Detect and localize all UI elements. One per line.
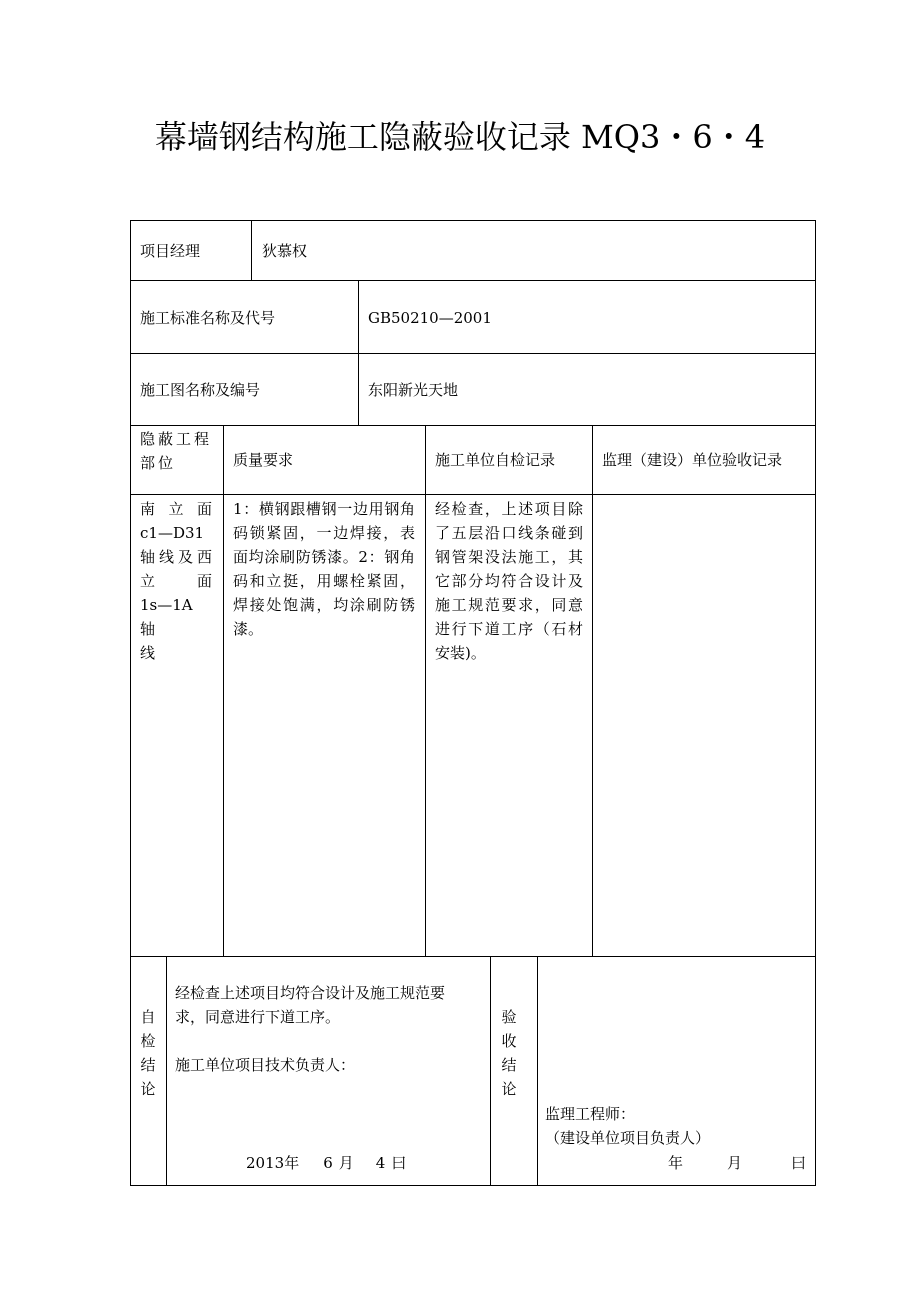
- col-divider: [166, 956, 167, 1185]
- selfcheck-text: [435, 497, 583, 665]
- selfcheck-line: 施工规范要求，同意: [435, 596, 583, 614]
- conclusion-line: 经检查上述项目均符合设计及施工规范要: [175, 984, 446, 1002]
- header-selfcheck: 施工单位自检记录: [435, 451, 556, 469]
- col-divider: [425, 425, 426, 956]
- quality-line: 面均涂刷防锈漆。2：钢角: [233, 548, 415, 566]
- part-line: 线: [140, 644, 156, 662]
- self-date: [246, 1151, 406, 1175]
- label-char: 收: [501, 1032, 517, 1050]
- drawing-value: 东阳新光天地: [368, 381, 459, 399]
- standard-value: GB50210—2001: [368, 309, 492, 327]
- col-divider: [537, 956, 538, 1185]
- row-divider: [131, 425, 815, 426]
- selfcheck-line: 经检查，上述项目除: [435, 500, 583, 518]
- inspection-table: [130, 220, 816, 1186]
- selfcheck-line: 进行下道工序（石材: [435, 620, 583, 638]
- quality-line: 1：横钢跟槽钢一边用钢角: [233, 500, 415, 518]
- selfcheck-line: 它部分均符合设计及: [435, 572, 583, 590]
- header-part: 隐蔽工程部位: [140, 430, 213, 472]
- part-text: [140, 497, 212, 665]
- label-char: 验: [501, 1008, 517, 1026]
- header-quality: 质量要求: [233, 451, 294, 469]
- label-char: 论: [501, 1080, 517, 1098]
- row-divider: [131, 494, 815, 495]
- self-conclusion-text: [175, 981, 487, 1029]
- date-year: 2013: [246, 1154, 285, 1172]
- date-year-unit: 年: [284, 1154, 300, 1172]
- manager-label: 项目经理: [140, 242, 201, 260]
- quality-line: 码和立挺，用螺栓紧固，: [233, 572, 415, 590]
- part-line: c1—D31: [140, 524, 205, 542]
- owner-responsible-person: （建设单位项目负责人）: [545, 1129, 711, 1147]
- standard-label: 施工标准名称及代号: [140, 309, 276, 327]
- selfcheck-line: 安装)。: [435, 644, 486, 662]
- date-month-unit: 月: [338, 1154, 354, 1172]
- row-divider: [131, 353, 815, 354]
- selfcheck-line: 了五层沿口线条碰到: [435, 524, 583, 542]
- col-divider: [490, 956, 491, 1185]
- self-conclusion-label: [139, 1005, 157, 1101]
- col-divider: [358, 280, 359, 425]
- supervising-engineer: 监理工程师：: [545, 1105, 636, 1123]
- part-line: 南立面: [140, 500, 212, 518]
- label-char: 结: [501, 1056, 517, 1074]
- label-char: 结: [140, 1056, 156, 1074]
- drawing-label: 施工图名称及编号: [140, 381, 261, 399]
- quality-line: 漆。: [233, 620, 264, 638]
- row-divider: [131, 280, 815, 281]
- date-day: 4: [375, 1154, 386, 1172]
- part-line: 立面: [140, 572, 212, 590]
- quality-line: 焊接处饱满，均涂刷防锈: [233, 596, 415, 614]
- page-title: 幕墙钢结构施工隐蔽验收记录 MQ3・6・4: [154, 118, 766, 156]
- part-line: 1s—1A 轴: [140, 596, 193, 638]
- label-char: 自: [140, 1008, 156, 1026]
- header-supervision: 监理（建设）单位验收记录: [602, 451, 783, 469]
- self-responsible-person: 施工单位项目技术负责人：: [175, 1056, 356, 1074]
- manager-value: 狄慕权: [262, 242, 308, 260]
- row-divider: [131, 956, 815, 957]
- label-char: 检: [140, 1032, 156, 1050]
- col-divider: [223, 425, 224, 956]
- selfcheck-line: 钢管架没法施工，其: [435, 548, 583, 566]
- acceptance-conclusion-label: [500, 1005, 518, 1101]
- acceptance-date-month: 月: [727, 1154, 743, 1172]
- col-divider: [592, 425, 593, 956]
- date-day-unit: 曰: [391, 1154, 407, 1172]
- label-char: 论: [140, 1080, 156, 1098]
- conclusion-line: 求，同意进行下道工序。: [175, 1008, 341, 1026]
- acceptance-date-year: 年: [668, 1154, 684, 1172]
- date-month: 6: [323, 1154, 333, 1172]
- quality-text: [233, 497, 415, 641]
- acceptance-date-day: 曰: [791, 1154, 807, 1172]
- quality-line: 码锁紧固，一边焊接，表: [233, 524, 415, 542]
- part-line: 轴线及西: [140, 548, 212, 566]
- col-divider: [251, 221, 252, 280]
